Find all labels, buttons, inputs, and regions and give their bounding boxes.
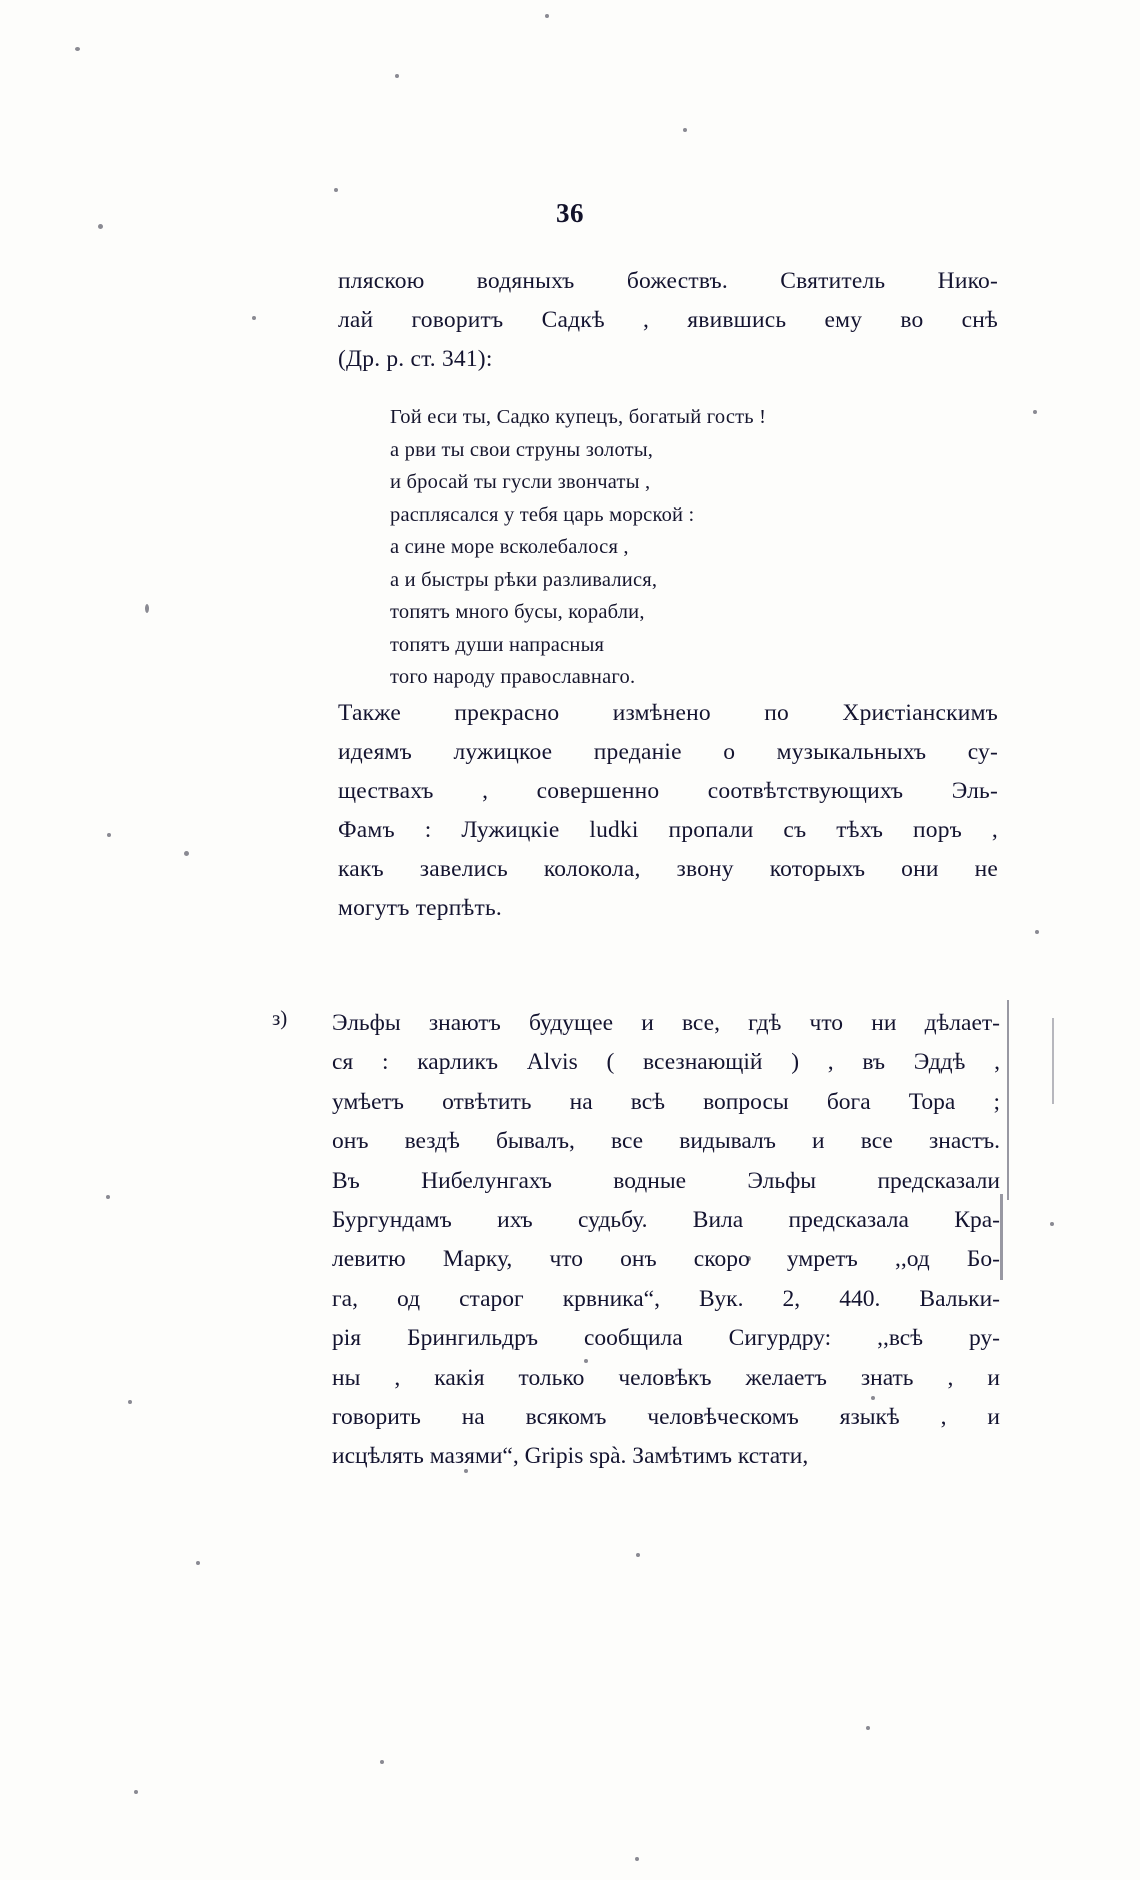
verse-line: топятъ много бусы, корабли, [390,601,645,623]
margin-mark [1000,1194,1003,1280]
scan-speck [196,1561,200,1565]
verse-line: и бросай ты гусли звончаты , [390,471,651,493]
paragraph-line: Фамъ : Лужицкіе ludki пропали съ тѣхъ поръ , [338,816,998,843]
margin-mark [1052,1018,1054,1104]
item-line: онъ вездѣ бывалъ, все видывалъ и все знастъ. [332,1128,1000,1155]
verse-block [390,401,998,694]
scan-speck [145,604,149,613]
scan-speck [106,1195,110,1199]
item-line: говорить на всякомъ человѣческомъ языкѣ , и [332,1404,1000,1431]
item-line: ся : карликъ Alvis ( всезнающій ) , въ Эддѣ , [332,1049,1000,1076]
page-number: 36 [556,198,584,228]
scan-speck [1033,410,1037,414]
verse-line: а и быстры рѣки разливалися, [390,568,658,591]
margin-mark [1007,1000,1009,1200]
item-line: левитю Марку, что онъ скоро умретъ ,,од Бо- [332,1246,1000,1273]
scan-speck [866,1726,870,1730]
verse-line: расплясался у тебя царь морской : [390,503,695,526]
paragraph-line: могутъ терпѣть. [338,894,502,921]
scan-speck [134,1790,138,1794]
scan-speck [184,851,189,856]
body-column [338,262,998,928]
item-line: рія Брингильдръ сообщила Сигурдру: ,,всѣ ру- [332,1325,1000,1352]
item-text [332,1004,1000,1477]
item-line: га, од старог крвника“, Вук. 2, 440. Вальки- [332,1285,1000,1312]
paragraph-line: ществахъ , совершенно соотвѣтствующихъ Эль- [338,777,998,804]
scan-speck [635,1857,639,1861]
scan-speck [636,1553,640,1557]
item-line: Бургундамъ ихъ судьбу. Вила предсказала Кра- [332,1207,1000,1234]
scan-speck [395,74,399,78]
paragraph-line: (Др. р. ст. 341): [338,346,493,372]
item-line: Въ Нибелунгахъ водные Эльфы предсказали [332,1167,1000,1194]
paragraph-line: идеямъ лужицкое преданіе о музыкальныхъ су- [338,738,998,765]
paragraph-line: какъ завелись колокола, звону которыхъ они не [338,855,998,882]
scan-speck [252,316,256,320]
verse-line: а рви ты свои струны золоты, [390,438,654,461]
paragraph-intro [338,262,998,379]
item-line: исцѣлять мазями“, Gripis spà. Замѣтимъ кстати, [332,1443,809,1470]
scan-speck [1035,930,1039,934]
scan-speck [107,833,111,837]
scan-speck [128,1400,132,1404]
verse-line: топятъ души напрасныя [390,633,605,656]
scan-speck [380,1760,384,1764]
numbered-item [272,1004,1000,1477]
item-line: умѣетъ отвѣтить на всѣ вопросы бога Тора ; [332,1088,1000,1115]
scan-speck [1050,1222,1054,1226]
item-line: Эльфы знаютъ будущее и все, гдѣ что ни дѣлает- [332,1010,1000,1036]
paragraph-sorbian [338,694,998,928]
paragraph-line: лай говоритъ Садкѣ , явившись ему во снѣ [338,307,998,333]
paragraph-line: Также прекрасно измѣнено по Христіанскимъ [338,699,998,726]
scan-speck [683,128,687,132]
scan-speck [75,47,80,51]
scan-speck [334,188,338,192]
item-marker: з) [272,1006,288,1030]
item-line: ны , какія только человѣкъ желаетъ знать , и [332,1364,1000,1391]
paragraph-line: пляскою водяныхъ божествъ. Святитель Нико- [338,268,998,294]
verse-line: Гой еси ты, Садко купецъ, богатый гость ! [390,406,767,428]
verse-line: а сине море всколебалося , [390,536,629,558]
scan-speck [545,14,549,18]
verse-line: того народу православнаго. [390,666,636,688]
